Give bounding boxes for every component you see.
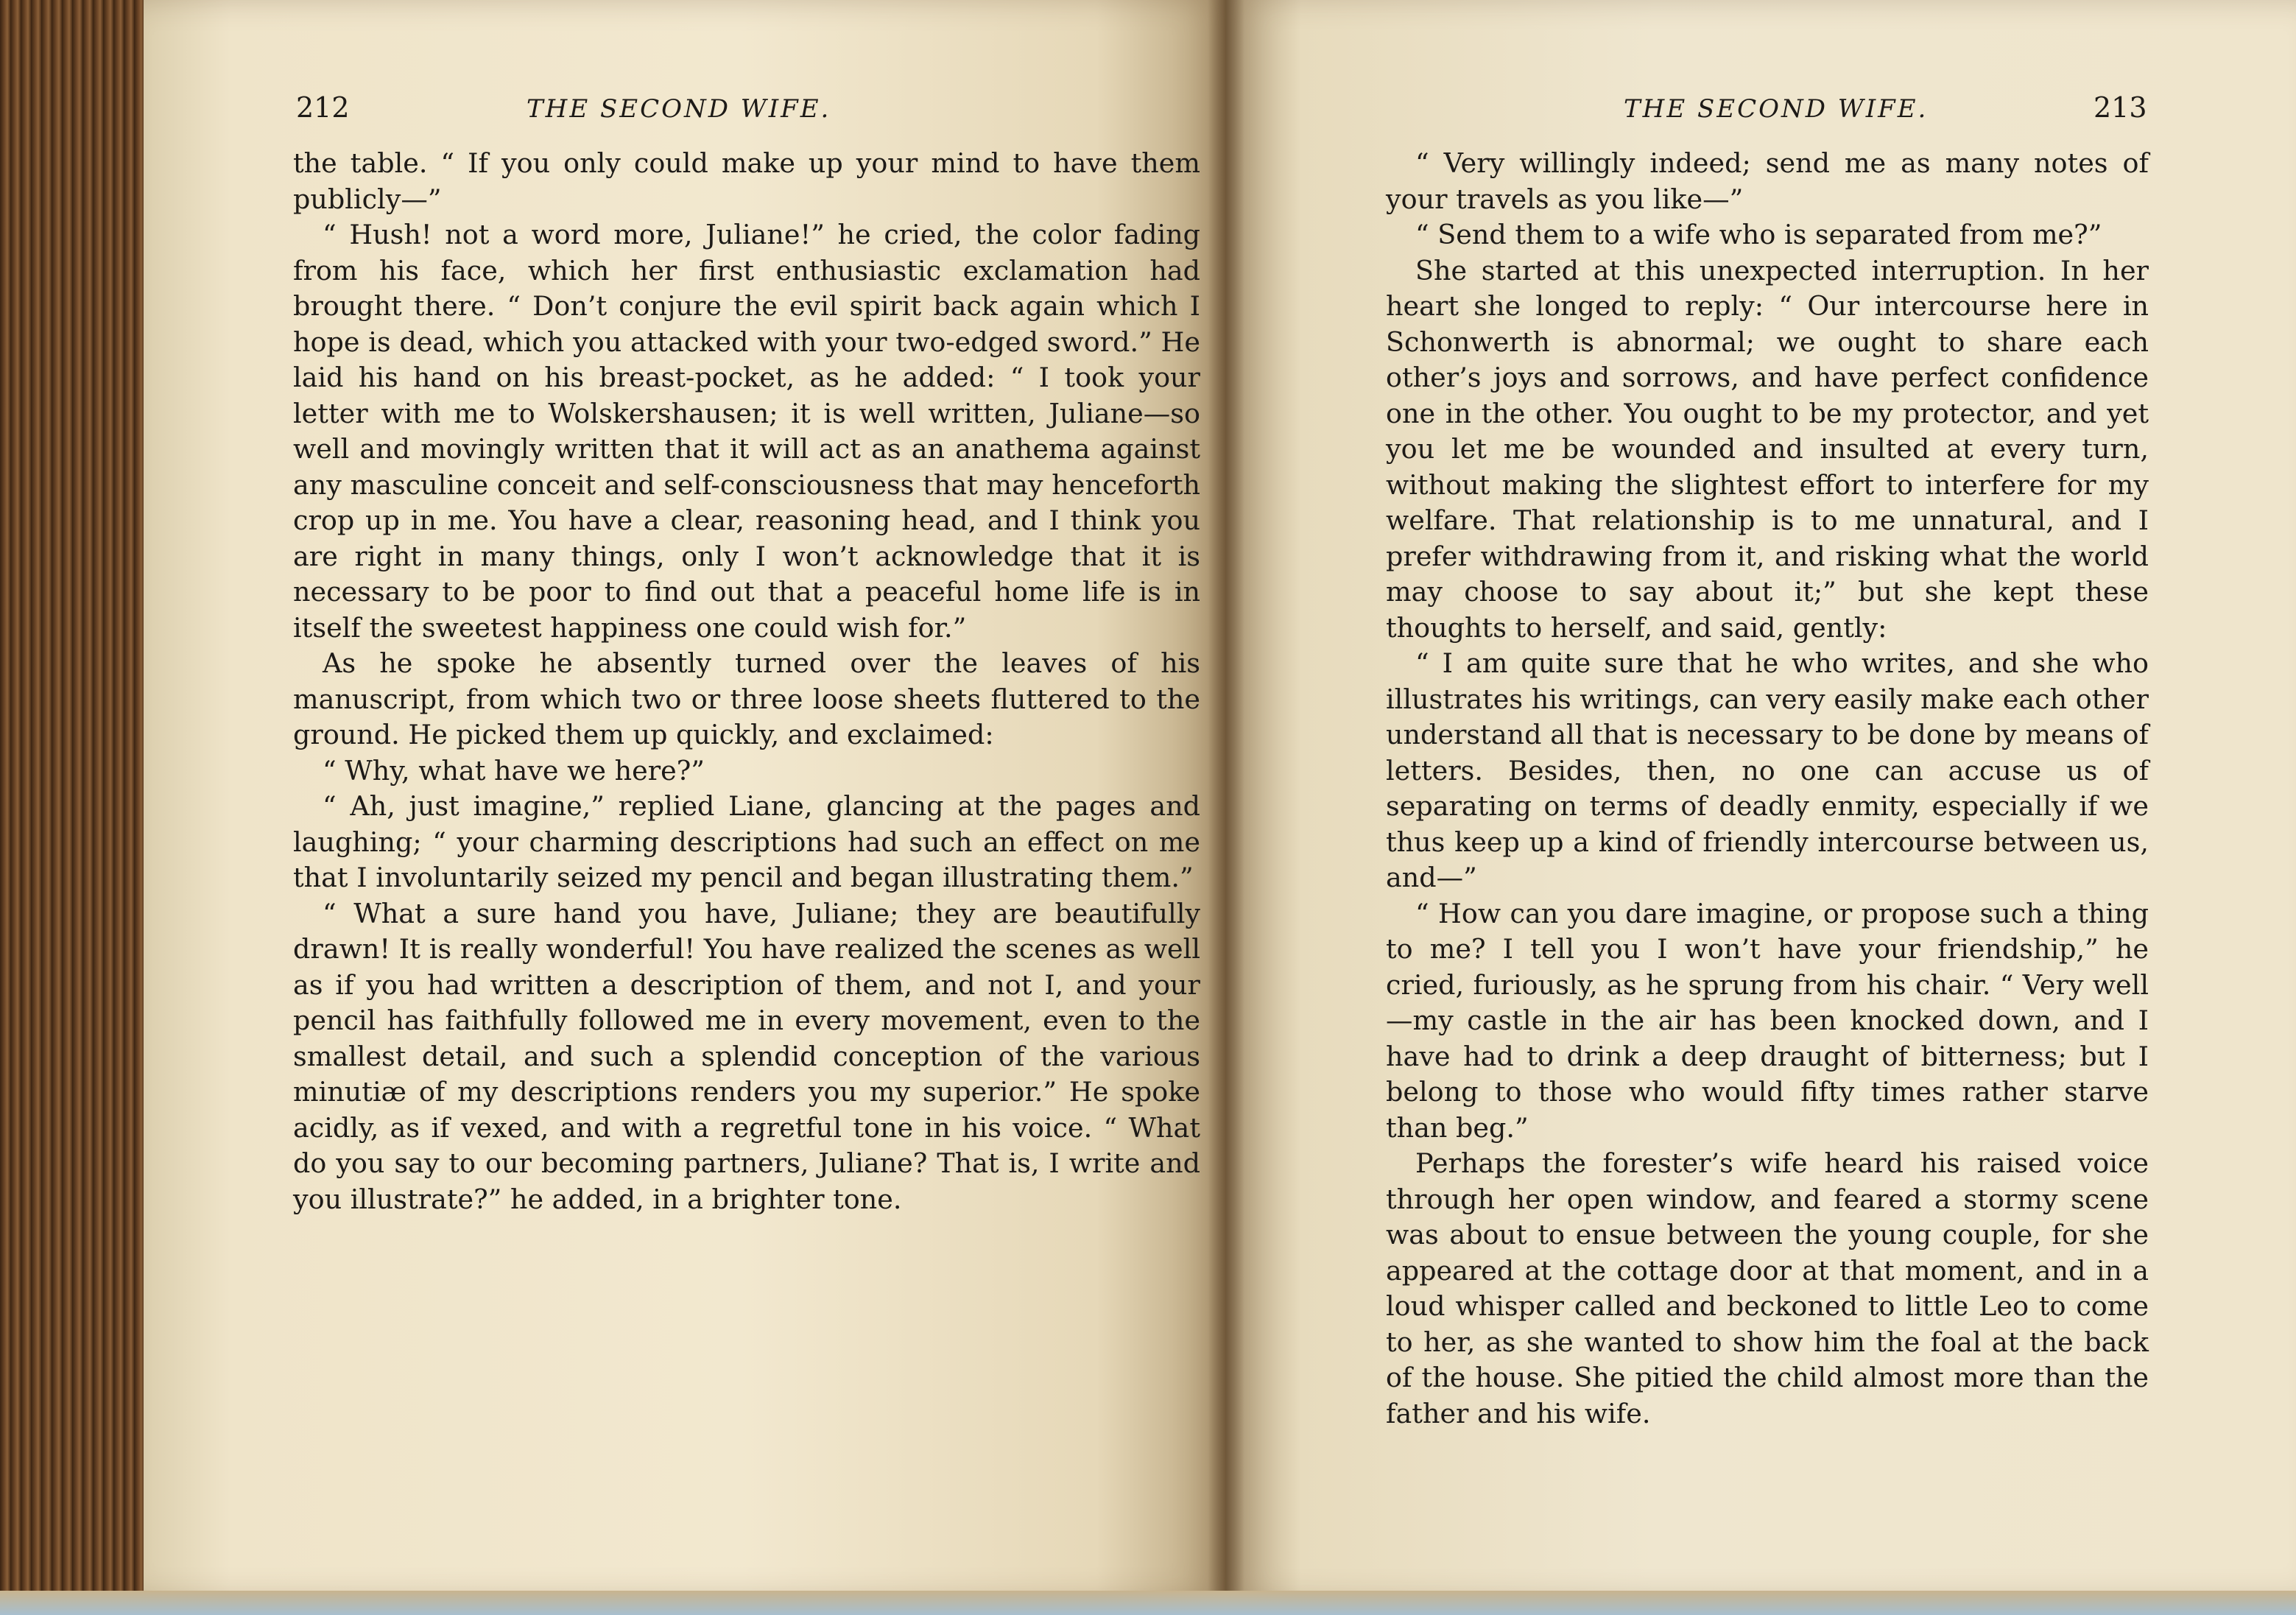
book-gutter: [1208, 0, 1244, 1598]
page-number: 213: [2093, 91, 2147, 124]
paragraph: She started at this unexpected interruption. In her heart she longed to reply: “ Our intercourse here in Schonwerth is abnormal; we ought to share each other’s joys and sorrows, and have perfect confidence one in the other. You ought to be my protector, and yet you let me be wounded and insulted at every turn, without making the slightest effort to interfere for my welfare. That relationship is to me unnatural, and I prefer withdrawing from it, and risking what the world may choose to say about it;” but she kept these thoughts to herself, and said, gently:: [1386, 254, 2149, 644]
running-head: THE SECOND WIFE.: [1624, 94, 1929, 124]
paragraph: “ How can you dare imagine, or propose such a thing to me? I tell you I won’t have your friendship,” he cried, furiously, as he sprung from his chair. “ Very well—my castle in the air has been knocked down, and I have had to drink a deep draught of bitterness; but I belong to those who would fifty times rather starve than beg.”: [1386, 897, 2149, 1144]
right-page: [1226, 0, 2296, 1598]
page-text: [293, 146, 1200, 1217]
page-number: 212: [296, 91, 350, 124]
running-head: THE SECOND WIFE.: [527, 94, 831, 124]
paragraph: “ Very willingly indeed; send me as many notes of your travels as you like—”: [1386, 147, 2149, 215]
paragraph: “ I am quite sure that he who writes, and she who illustrates his writings, can very easily make each other understand all that is necessary to be done by means of letters. Besides, then, no one can accuse us of separating on terms of deadly enmity, especially if we thus keep up a kind of friendly intercourse between us, and—”: [1386, 647, 2149, 893]
page-text: [1386, 146, 2149, 1432]
paragraph: “ Why, what have we here?”: [323, 754, 705, 787]
paragraph: “ What a sure hand you have, Juliane; they are beautifully drawn! It is really wonderful! You have realized the scenes as well as if you had written a description of them, and not I, and your pencil has faithfully followed me in every movement, even to the smallest detail, and such a splendid conception of the various minutiæ of my descriptions renders you my superior.” He spoke acidly, as if vexed, and with a regretful tone in his voice. “ What do you say to our becoming partners, Juliane? That is, I write and you illustrate?” he added, in a brighter tone.: [293, 897, 1200, 1215]
page-edges: [0, 0, 147, 1598]
paragraph: Perhaps the forester’s wife heard his raised voice through her open window, and feared a stormy scene was about to ensue between the young couple, for she appeared at the cottage door at that moment, and in a loud whisper called and beckoned to little Leo to come to her, as she wanted to show him the foal at the back of the house. She pitied the child almost more than the father and his wife.: [1386, 1147, 2149, 1429]
paragraph: As he spoke he absently turned over the leaves of his manuscript, from which two or three loose sheets fluttered to the ground. He picked them up quickly, and exclaimed:: [293, 647, 1200, 750]
paragraph: the table. “ If you only could make up your mind to have them publicly—”: [293, 147, 1200, 215]
paragraph: “ Hush! not a word more, Juliane!” he cried, the color fading from his face, which her first enthusiastic exclamation had brought there. “ Don’t conjure the evil spirit back again which I hope is dead, which you attacked with your two-edged sword.” He laid his hand on his breast-pocket, as he added: “ I took your letter with me to Wolskershausen; it is well written, Juliane—so well and movingly written that it will act as an anathema against any masculine conceit and self-consciousness that may henceforth crop up in me. You have a clear, reasoning head, and I think you are right in many things, only I won’t acknowledge that it is necessary to be poor to find out that a peaceful home life is in itself the sweetest happiness one could wish for.”: [293, 219, 1200, 644]
paragraph: “ Send them to a wife who is separated from me?”: [1415, 219, 2102, 250]
book-bottom-edge: [0, 1591, 2296, 1615]
paragraph: “ Ah, just imagine,” replied Liane, glancing at the pages and laughing; “ your charming descriptions had such an effect on me that I involuntarily seized my pencil and began illustrating them.”: [293, 790, 1200, 893]
left-page: [144, 0, 1226, 1598]
